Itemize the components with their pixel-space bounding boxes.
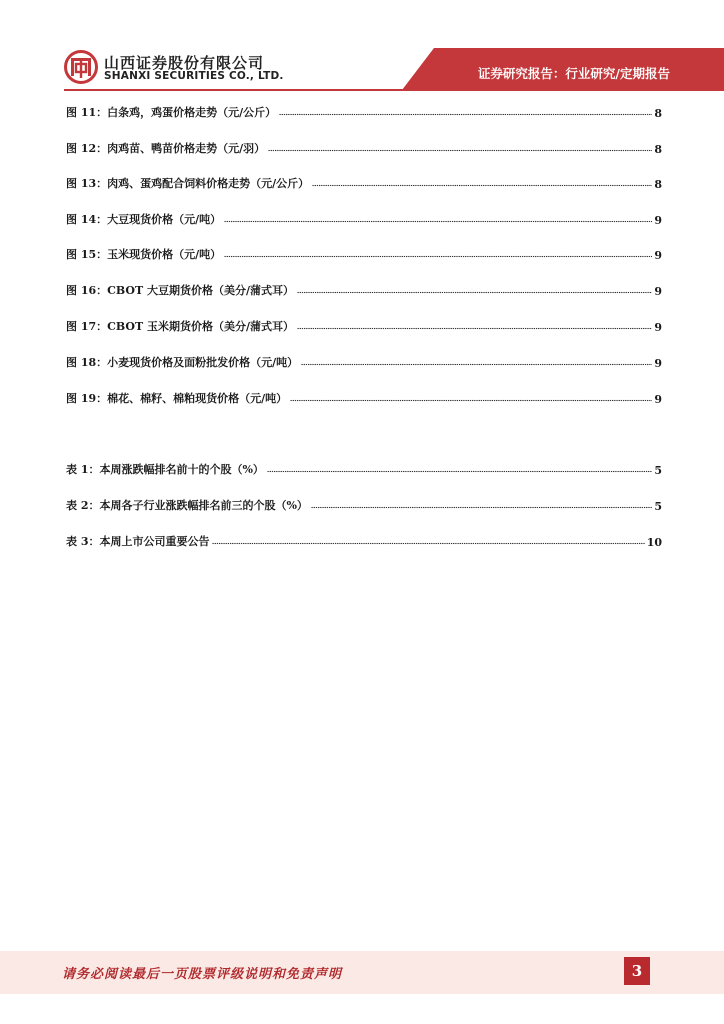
- company-name-en: SHANXI SECURITIES CO., LTD.: [104, 70, 284, 82]
- toc-entry-page: 8: [654, 107, 662, 120]
- toc-entry-page: 5: [654, 464, 662, 477]
- toc-entry[interactable]: [66, 354, 662, 370]
- toc-entry-label: 图 18：小麦现货价格及面粉批发价格（元/吨）: [66, 356, 299, 369]
- page-header: [0, 0, 724, 92]
- toc-entry[interactable]: [66, 104, 662, 120]
- toc-leader-dots: [268, 149, 652, 152]
- report-type-label: 证券研究报告：行业研究/定期报告: [477, 66, 670, 81]
- toc-entry-label: 图 11：白条鸡，鸡蛋价格走势（元/公斤）: [66, 106, 277, 119]
- toc-leader-dots: [267, 470, 652, 473]
- header-divider: [64, 89, 724, 91]
- toc-entry-page: 9: [654, 321, 662, 334]
- toc-entry[interactable]: [66, 318, 662, 334]
- toc-leader-dots: [297, 327, 652, 330]
- toc-entry[interactable]: [66, 497, 662, 513]
- toc-leader-dots: [290, 399, 652, 402]
- toc-entry-page: 9: [654, 357, 662, 370]
- company-name-cn: 山西证券股份有限公司: [104, 54, 265, 72]
- toc-entry-page: 10: [646, 536, 662, 549]
- toc-leader-dots: [311, 506, 652, 509]
- page-number: 3: [624, 957, 650, 985]
- toc-entry-page: 9: [654, 285, 662, 298]
- toc-entry-label: 图 14：大豆现货价格（元/吨）: [66, 213, 222, 226]
- toc-leader-dots: [224, 255, 652, 258]
- toc-entry-label: 图 19：棉花、棉籽、棉粕现货价格（元/吨）: [66, 392, 288, 405]
- toc-entry-page: 9: [654, 393, 662, 406]
- toc-entry-page: 5: [654, 500, 662, 513]
- toc-entry-label: 图 13：肉鸡、蛋鸡配合饲料价格走势（元/公斤）: [66, 177, 310, 190]
- toc-entry-page: 8: [654, 178, 662, 191]
- toc-leader-dots: [212, 542, 644, 545]
- toc-entry-label: 图 12：肉鸡苗、鸭苗价格走势（元/羽）: [66, 142, 266, 155]
- toc-leader-dots: [224, 220, 652, 223]
- company-logo-icon: [64, 50, 98, 84]
- toc-leader-dots: [312, 184, 652, 187]
- toc-entry-page: 8: [654, 143, 662, 156]
- toc-leader-dots: [279, 113, 652, 116]
- toc-entry[interactable]: [66, 461, 662, 477]
- toc-leader-dots: [301, 363, 652, 366]
- disclaimer-notice: 请务必阅读最后一页股票评级说明和免责声明: [62, 967, 343, 982]
- toc-entry[interactable]: [66, 175, 662, 191]
- toc-entry-label: 图 16：CBOT 大豆期货价格（美分/蒲式耳）: [66, 284, 295, 297]
- toc-entry[interactable]: [66, 282, 662, 298]
- toc-entry[interactable]: [66, 211, 662, 227]
- toc-entry[interactable]: [66, 140, 662, 156]
- toc-entry-page: 9: [654, 249, 662, 262]
- toc-entry-label: 表 1：本周涨跌幅排名前十的个股（%）: [66, 463, 264, 476]
- toc-entry-label: 表 3：本周上市公司重要公告: [66, 535, 210, 548]
- toc-entry-label: 图 15：玉米现货价格（元/吨）: [66, 248, 222, 261]
- toc-entry[interactable]: [66, 533, 662, 549]
- toc-entry[interactable]: [66, 390, 662, 406]
- toc-leader-dots: [297, 291, 652, 294]
- toc-entry-page: 9: [654, 214, 662, 227]
- toc-entry-label: 图 17：CBOT 玉米期货价格（美分/蒲式耳）: [66, 320, 295, 333]
- toc-entry-label: 表 2：本周各子行业涨跌幅排名前三的个股（%）: [66, 499, 308, 512]
- toc-entry[interactable]: [66, 246, 662, 262]
